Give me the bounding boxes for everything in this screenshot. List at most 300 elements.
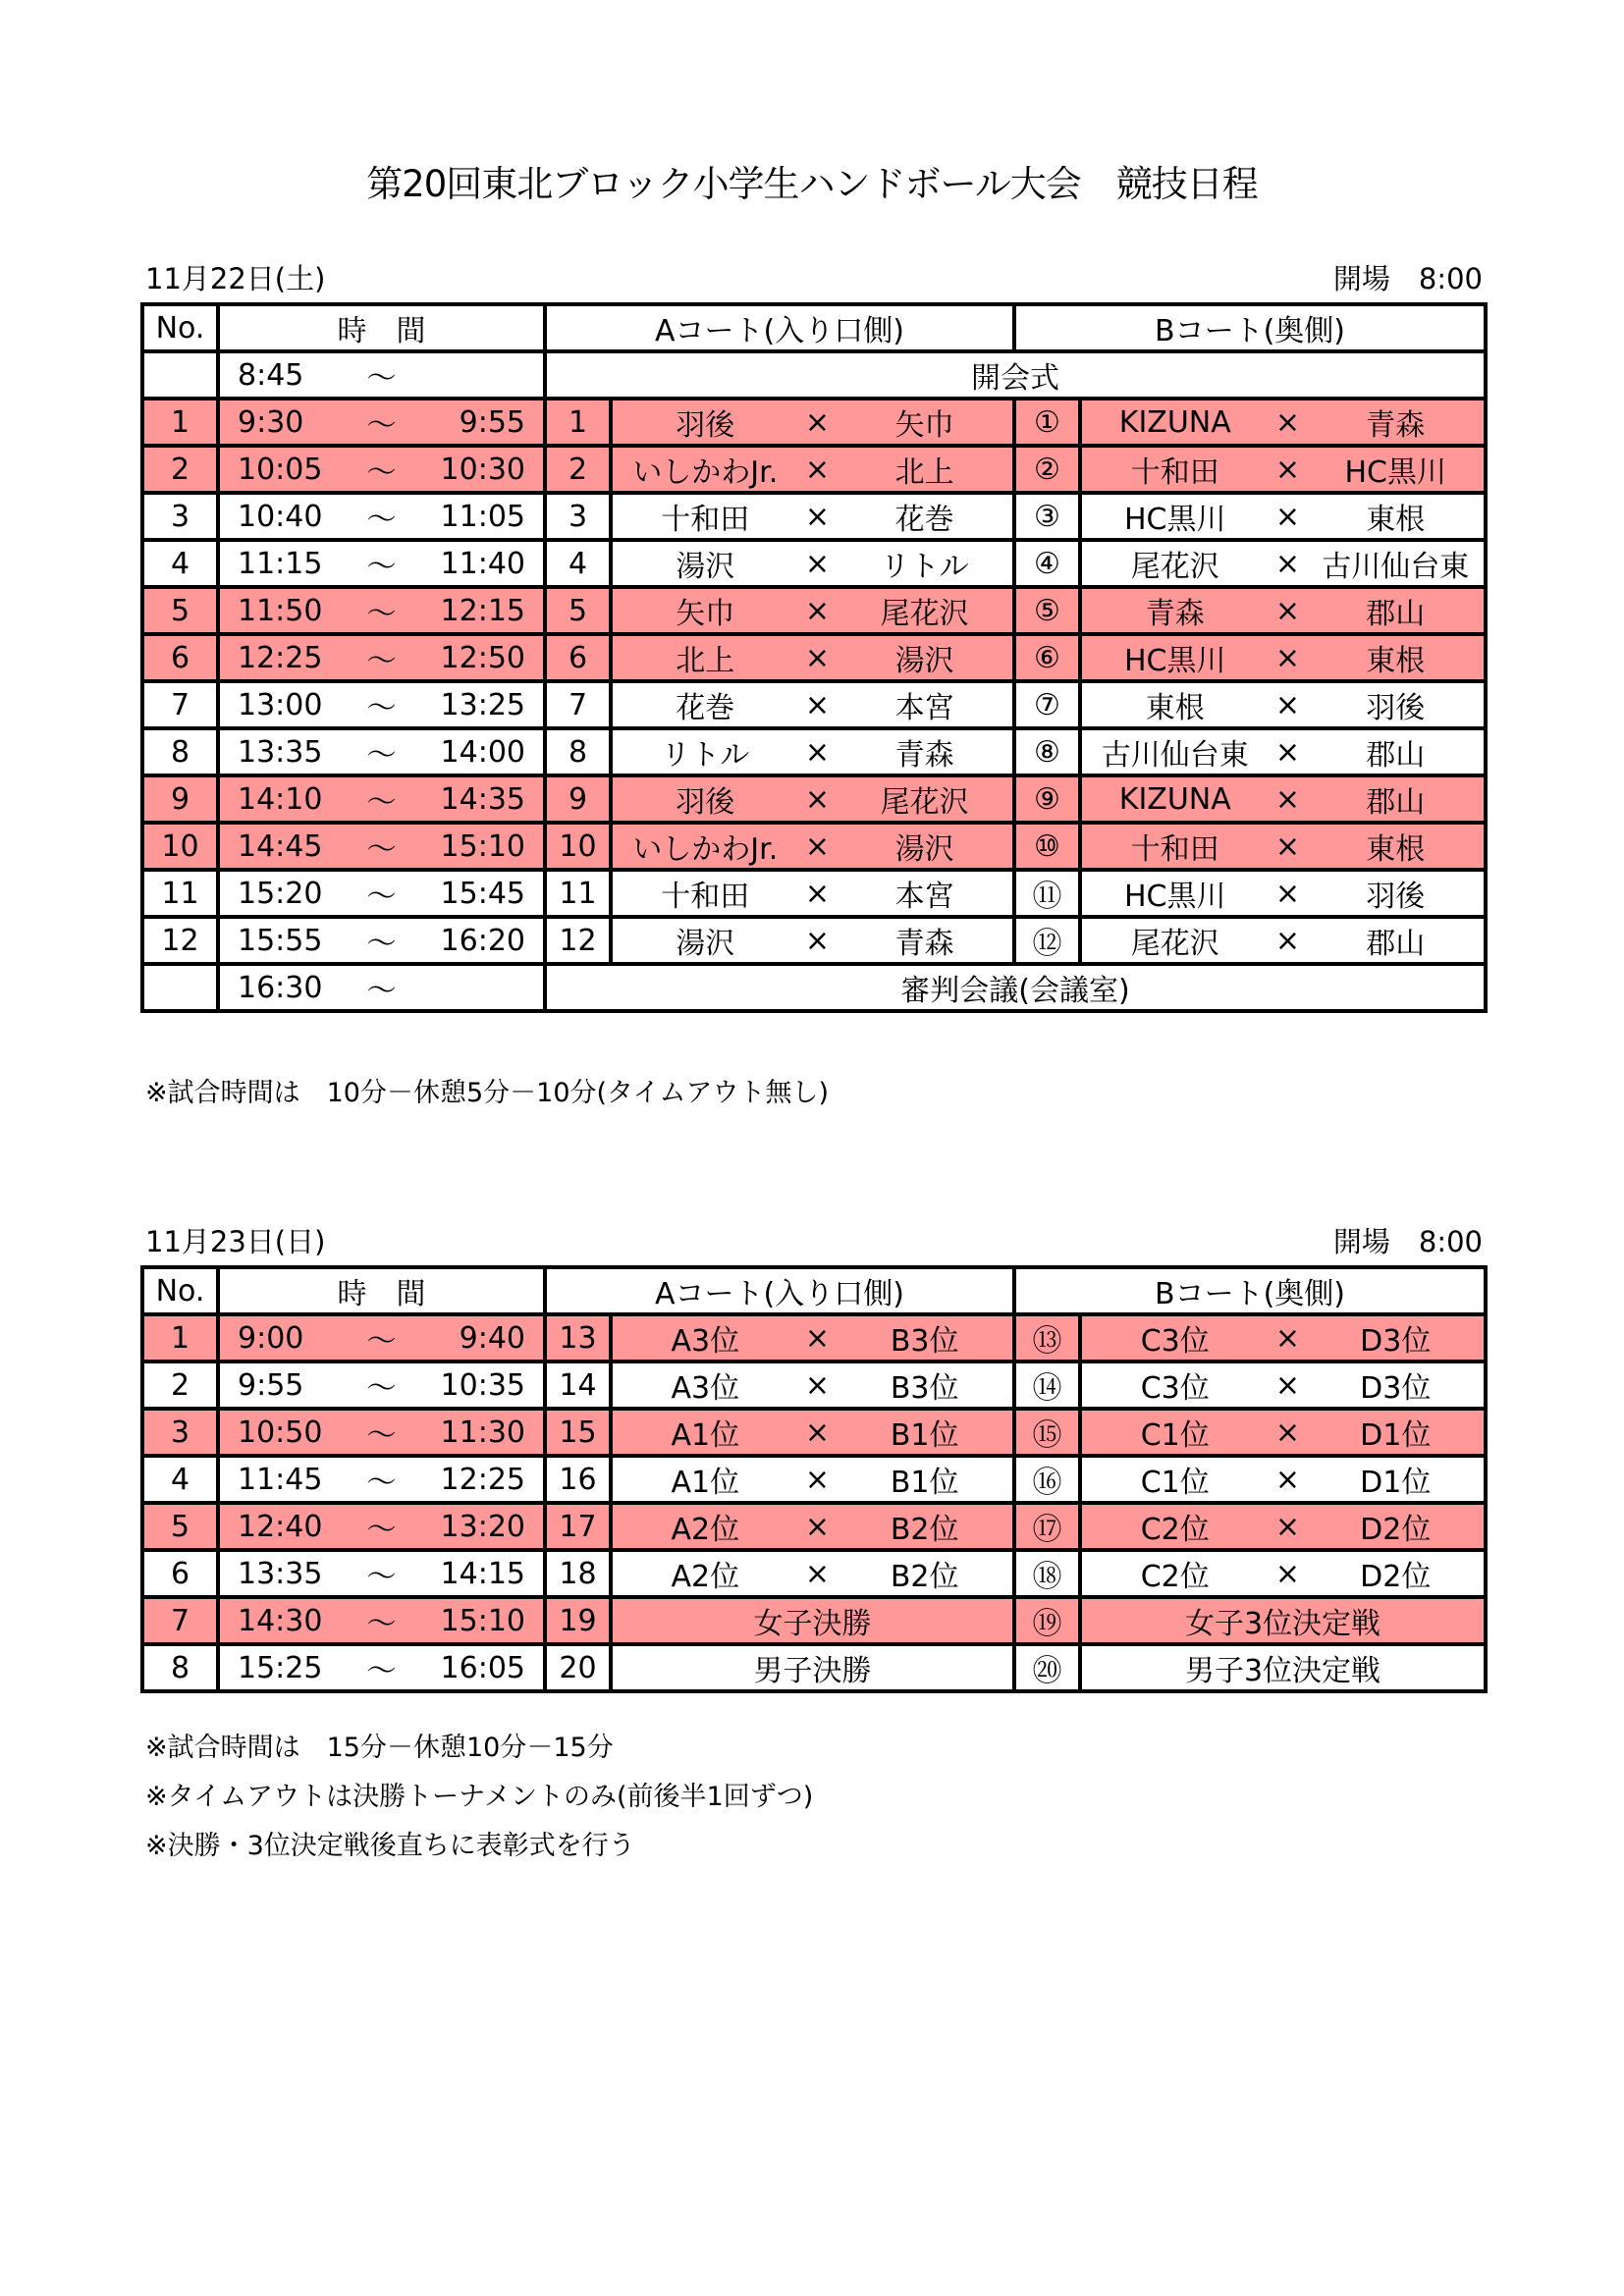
court-b-game-no: ③	[1014, 493, 1080, 540]
court-a-game-no: 7	[545, 681, 611, 728]
row-no: 7	[142, 1597, 218, 1644]
day2-opening-time: 開場 8:00	[1332, 1225, 1483, 1258]
team-home: 羽後	[676, 408, 735, 443]
team-home: 東根	[1145, 691, 1205, 725]
end-time: 13:20	[440, 1509, 525, 1544]
match-cell-b	[1080, 587, 1486, 634]
match-cell-b	[1080, 917, 1486, 964]
team-home: 十和田	[1130, 832, 1219, 867]
match-cell-a	[611, 1503, 1014, 1550]
row-no: 2	[142, 1362, 218, 1409]
start-time: 9:00	[238, 1320, 304, 1356]
team-home: A1位	[671, 1418, 740, 1453]
court-a-final-label: 男子決勝	[611, 1644, 1014, 1691]
vs-mark: ×	[1274, 404, 1301, 440]
start-time: 12:40	[238, 1509, 323, 1544]
end-time: 16:05	[440, 1650, 525, 1685]
tilde: ～	[366, 1607, 397, 1641]
tilde: ～	[366, 1371, 397, 1406]
table-row	[142, 634, 1486, 681]
vs-mark: ×	[1274, 452, 1301, 487]
court-a-game-no: 13	[545, 1314, 611, 1362]
table-row	[142, 540, 1486, 587]
match-cell-b	[1080, 681, 1486, 728]
vs-mark: ×	[804, 1556, 831, 1591]
team-home: 十和田	[661, 880, 750, 914]
start-time: 15:55	[238, 923, 323, 958]
start-time: 10:40	[238, 499, 323, 534]
court-a-game-no: 10	[545, 823, 611, 870]
table-row	[142, 1409, 1486, 1456]
team-home: 十和田	[661, 503, 750, 537]
start-time: 11:50	[238, 593, 323, 628]
note-line: ※試合時間は 15分－休憩10分－15分	[145, 1733, 614, 1763]
vs-mark: ×	[1274, 499, 1301, 534]
row-no: 4	[142, 1456, 218, 1503]
team-away: 矢巾	[894, 408, 954, 443]
team-away: 尾花沢	[880, 785, 969, 820]
court-b-game-no: ⑰	[1014, 1503, 1080, 1550]
start-time: 15:20	[238, 876, 323, 911]
table-row	[142, 446, 1486, 493]
tilde: ～	[366, 974, 397, 1008]
table-row	[142, 1362, 1486, 1409]
team-away: D2位	[1360, 1513, 1432, 1547]
court-b-game-no: ⑤	[1014, 587, 1080, 634]
vs-mark: ×	[804, 828, 831, 864]
team-away: 郡山	[1366, 738, 1426, 773]
table-row	[142, 1503, 1486, 1550]
tilde: ～	[366, 880, 397, 914]
vs-mark: ×	[1274, 1367, 1301, 1403]
vs-mark: ×	[804, 734, 831, 770]
end-time: 10:30	[440, 452, 525, 487]
header-no: No.	[142, 1267, 218, 1314]
match-cell-a	[611, 446, 1014, 493]
team-away: B2位	[890, 1513, 959, 1547]
tilde: ～	[366, 1513, 397, 1547]
vs-mark: ×	[804, 499, 831, 534]
row-no: 8	[142, 728, 218, 775]
header-court-a: Aコート(入り口側)	[545, 304, 1014, 351]
team-home: A3位	[671, 1371, 740, 1406]
start-time: 9:30	[238, 404, 304, 440]
row-no: 3	[142, 1409, 218, 1456]
start-time: 15:25	[238, 1650, 323, 1685]
time-cell	[218, 493, 545, 540]
team-away: D2位	[1360, 1560, 1432, 1594]
court-a-game-no: 9	[545, 775, 611, 823]
team-home: 矢巾	[676, 597, 735, 631]
start-time: 13:35	[238, 1556, 323, 1591]
match-cell-a	[611, 587, 1014, 634]
court-b-game-no: ⑦	[1014, 681, 1080, 728]
table-row	[142, 1597, 1486, 1644]
court-a-game-no: 17	[545, 1503, 611, 1550]
team-away: B1位	[890, 1418, 959, 1453]
team-home: 青森	[1145, 597, 1205, 631]
court-a-final-label: 女子決勝	[611, 1597, 1014, 1644]
court-a-game-no: 2	[545, 446, 611, 493]
row-no: 10	[142, 823, 218, 870]
row-no: 11	[142, 870, 218, 917]
match-cell-a	[611, 1550, 1014, 1597]
vs-mark: ×	[1274, 593, 1301, 628]
match-cell-b	[1080, 493, 1486, 540]
match-cell-a	[611, 775, 1014, 823]
table-row	[142, 775, 1486, 823]
match-cell-a	[611, 1314, 1014, 1362]
team-home: 羽後	[676, 785, 735, 820]
court-b-game-no: ⑨	[1014, 775, 1080, 823]
team-home: C1位	[1140, 1466, 1210, 1500]
match-cell-b	[1080, 634, 1486, 681]
team-home: 古川仙台東	[1101, 738, 1249, 773]
match-cell-a	[611, 917, 1014, 964]
match-cell-b	[1080, 823, 1486, 870]
end-time: 14:35	[440, 781, 525, 817]
day2-schedule-table	[140, 1265, 1488, 1693]
table-row	[142, 681, 1486, 728]
tilde: ～	[366, 738, 397, 773]
court-a-game-no: 6	[545, 634, 611, 681]
vs-mark: ×	[1274, 1509, 1301, 1544]
row-no: 8	[142, 1644, 218, 1691]
vs-mark: ×	[804, 1367, 831, 1403]
end-time: 15:10	[440, 1603, 525, 1638]
end-time: 12:50	[440, 640, 525, 675]
time-cell	[218, 1409, 545, 1456]
time-cell	[218, 870, 545, 917]
time-cell	[218, 1597, 545, 1644]
team-away: D3位	[1360, 1324, 1432, 1359]
row-no: 7	[142, 681, 218, 728]
note-line: ※決勝・3位決定戦後直ちに表彰式を行う	[145, 1831, 635, 1861]
team-away: HC黒川	[1344, 455, 1446, 490]
table-row	[142, 1644, 1486, 1691]
time-cell	[218, 775, 545, 823]
start-time: 14:10	[238, 781, 323, 817]
team-away: 北上	[894, 455, 954, 490]
team-away: 本宮	[894, 691, 954, 725]
end-time: 11:05	[440, 499, 525, 534]
start-time: 10:50	[238, 1415, 323, 1450]
court-a-game-no: 5	[545, 587, 611, 634]
row-no: 9	[142, 775, 218, 823]
tilde: ～	[366, 1466, 397, 1500]
team-away: 東根	[1366, 644, 1426, 678]
table-row	[142, 493, 1486, 540]
court-a-game-no: 18	[545, 1550, 611, 1597]
team-home: A3位	[671, 1324, 740, 1359]
match-cell-b	[1080, 1550, 1486, 1597]
team-away: 東根	[1366, 832, 1426, 867]
vs-mark: ×	[1274, 640, 1301, 675]
court-a-game-no: 1	[545, 399, 611, 446]
vs-mark: ×	[804, 452, 831, 487]
row-no: 2	[142, 446, 218, 493]
vs-mark: ×	[804, 1462, 831, 1497]
match-cell-a	[611, 399, 1014, 446]
team-home: 北上	[676, 644, 735, 678]
court-b-game-no: ⑱	[1014, 1550, 1080, 1597]
team-away: 本宮	[894, 880, 954, 914]
time-cell	[218, 587, 545, 634]
vs-mark: ×	[1274, 734, 1301, 770]
match-cell-a	[611, 540, 1014, 587]
team-away: 羽後	[1366, 691, 1426, 725]
match-cell-a	[611, 493, 1014, 540]
table-row	[142, 399, 1486, 446]
team-home: C2位	[1140, 1513, 1210, 1547]
time-cell	[218, 1550, 545, 1597]
tilde: ～	[366, 1654, 397, 1688]
time-cell	[218, 964, 545, 1011]
match-cell-a	[611, 870, 1014, 917]
team-away: 羽後	[1366, 880, 1426, 914]
end-time: 16:20	[440, 923, 525, 958]
court-b-game-no: ⑬	[1014, 1314, 1080, 1362]
vs-mark: ×	[804, 593, 831, 628]
row-no	[142, 964, 218, 1011]
tilde: ～	[366, 503, 397, 537]
table-row	[142, 917, 1486, 964]
team-away: 青森	[894, 738, 954, 773]
time-cell	[218, 917, 545, 964]
team-home: C1位	[1140, 1418, 1210, 1453]
match-cell-b	[1080, 870, 1486, 917]
table-row	[142, 587, 1486, 634]
end-time: 10:35	[440, 1367, 525, 1403]
end-time: 15:10	[440, 828, 525, 864]
end-time: 14:00	[440, 734, 525, 770]
end-time: 13:25	[440, 687, 525, 722]
time-cell	[218, 1456, 545, 1503]
team-home: A2位	[671, 1560, 740, 1594]
match-cell-b	[1080, 1314, 1486, 1362]
court-a-game-no: 8	[545, 728, 611, 775]
day1-schedule-table	[140, 302, 1488, 1013]
day1-opening-time: 開場 8:00	[1332, 262, 1483, 295]
team-home: C3位	[1140, 1371, 1210, 1406]
table-row	[142, 870, 1486, 917]
day2-date: 11月23日(日)	[145, 1225, 326, 1258]
team-away: D1位	[1360, 1418, 1432, 1453]
court-b-game-no: ⑩	[1014, 823, 1080, 870]
vs-mark: ×	[804, 1509, 831, 1544]
day1-date: 11月22日(土)	[145, 262, 326, 295]
tilde: ～	[366, 1324, 397, 1359]
team-home: 十和田	[1130, 455, 1219, 490]
header-no: No.	[142, 304, 218, 351]
time-cell	[218, 728, 545, 775]
match-cell-b	[1080, 540, 1486, 587]
row-no: 6	[142, 634, 218, 681]
end-time: 11:30	[440, 1415, 525, 1450]
vs-mark: ×	[1274, 1556, 1301, 1591]
team-home: KIZUNA	[1118, 781, 1231, 817]
vs-mark: ×	[1274, 1415, 1301, 1450]
match-cell-b	[1080, 728, 1486, 775]
court-a-game-no: 20	[545, 1644, 611, 1691]
team-away: 湯沢	[894, 832, 954, 867]
start-time: 9:55	[238, 1367, 304, 1403]
team-away: D1位	[1360, 1466, 1432, 1500]
team-away: 青森	[1366, 408, 1426, 443]
court-b-game-no: ⑧	[1014, 728, 1080, 775]
page-title: 第20回東北ブロック小学生ハンドボール大会 競技日程	[366, 163, 1258, 205]
time-cell	[218, 1362, 545, 1409]
court-b-game-no: ⑭	[1014, 1362, 1080, 1409]
team-home: 尾花沢	[1130, 550, 1219, 584]
tilde: ～	[366, 1560, 397, 1594]
team-away: B3位	[890, 1371, 959, 1406]
time-cell	[218, 399, 545, 446]
header-time: 時 間	[218, 304, 545, 351]
team-home: 花巻	[676, 691, 735, 725]
team-home: 尾花沢	[1130, 927, 1219, 961]
note-line: ※試合時間は 10分－休憩5分－10分(タイムアウト無し)	[145, 1078, 830, 1108]
start-time: 12:25	[238, 640, 323, 675]
tilde: ～	[366, 455, 397, 490]
court-a-game-no: 19	[545, 1597, 611, 1644]
vs-mark: ×	[1274, 1462, 1301, 1497]
tilde: ～	[366, 691, 397, 725]
tilde: ～	[366, 832, 397, 867]
match-cell-a	[611, 681, 1014, 728]
time-cell	[218, 1314, 545, 1362]
pre-event-row	[142, 351, 1486, 399]
court-b-game-no: ⑮	[1014, 1409, 1080, 1456]
team-home: HC黒川	[1124, 503, 1226, 537]
team-away: B3位	[890, 1324, 959, 1359]
court-b-game-no: ⑫	[1014, 917, 1080, 964]
team-home: HC黒川	[1124, 644, 1226, 678]
team-away: B1位	[890, 1466, 959, 1500]
vs-mark: ×	[804, 640, 831, 675]
end-time: 15:45	[440, 876, 525, 911]
time-cell	[218, 446, 545, 493]
row-no: 1	[142, 1314, 218, 1362]
row-no: 3	[142, 493, 218, 540]
vs-mark: ×	[1274, 876, 1301, 911]
note-line: ※タイムアウトは決勝トーナメントのみ(前後半1回ずつ)	[145, 1782, 814, 1812]
row-no: 5	[142, 587, 218, 634]
court-a-game-no: 3	[545, 493, 611, 540]
end-time: 9:55	[459, 404, 525, 440]
row-no	[142, 351, 218, 399]
header-court-a: Aコート(入り口側)	[545, 1267, 1014, 1314]
match-cell-b	[1080, 1362, 1486, 1409]
team-away: 花巻	[894, 503, 954, 537]
start-time: 13:35	[238, 734, 323, 770]
court-a-game-no: 16	[545, 1456, 611, 1503]
team-away: 湯沢	[894, 644, 954, 678]
day1-notes	[145, 1076, 829, 1125]
match-cell-a	[611, 1409, 1014, 1456]
time-cell	[218, 1503, 545, 1550]
start-time: 16:30	[238, 970, 323, 1005]
table-row	[142, 1456, 1486, 1503]
vs-mark: ×	[1274, 781, 1301, 817]
vs-mark: ×	[804, 687, 831, 722]
table-row	[142, 728, 1486, 775]
match-cell-b	[1080, 446, 1486, 493]
day2-notes	[145, 1731, 813, 1878]
match-cell-b	[1080, 1456, 1486, 1503]
end-time: 11:40	[440, 546, 525, 581]
match-cell-b	[1080, 1503, 1486, 1550]
vs-mark: ×	[1274, 923, 1301, 958]
team-away: B2位	[890, 1560, 959, 1594]
team-away: 青森	[894, 927, 954, 961]
end-time: 9:40	[459, 1320, 525, 1356]
table-row	[142, 1550, 1486, 1597]
time-cell	[218, 823, 545, 870]
team-away: リトル	[880, 550, 969, 584]
start-time: 8:45	[238, 357, 304, 393]
match-cell-b	[1080, 399, 1486, 446]
vs-mark: ×	[804, 1415, 831, 1450]
court-b-game-no: ⑳	[1014, 1644, 1080, 1691]
team-home: A2位	[671, 1513, 740, 1547]
header-row	[142, 304, 1486, 351]
tilde: ～	[366, 927, 397, 961]
team-home: C3位	[1140, 1324, 1210, 1359]
tilde: ～	[366, 785, 397, 820]
team-home: 湯沢	[676, 550, 735, 584]
tilde: ～	[366, 597, 397, 631]
team-home: いしかわJr.	[632, 832, 779, 867]
match-cell-b	[1080, 775, 1486, 823]
court-b-game-no: ①	[1014, 399, 1080, 446]
court-b-game-no: ②	[1014, 446, 1080, 493]
start-time: 14:45	[238, 828, 323, 864]
vs-mark: ×	[804, 404, 831, 440]
vs-mark: ×	[804, 546, 831, 581]
team-home: 湯沢	[676, 927, 735, 961]
row-no: 5	[142, 1503, 218, 1550]
match-cell-a	[611, 728, 1014, 775]
start-time: 14:30	[238, 1603, 323, 1638]
time-cell	[218, 540, 545, 587]
team-home: HC黒川	[1124, 880, 1226, 914]
match-cell-a	[611, 1362, 1014, 1409]
time-cell	[218, 681, 545, 728]
tilde: ～	[366, 550, 397, 584]
team-home: KIZUNA	[1118, 404, 1231, 440]
match-cell-b	[1080, 1409, 1486, 1456]
match-cell-a	[611, 634, 1014, 681]
vs-mark: ×	[804, 1320, 831, 1356]
table-row	[142, 1314, 1486, 1362]
row-no: 4	[142, 540, 218, 587]
court-b-game-no: ⑯	[1014, 1456, 1080, 1503]
tilde: ～	[366, 361, 397, 396]
time-cell	[218, 634, 545, 681]
start-time: 13:00	[238, 687, 323, 722]
vs-mark: ×	[1274, 1320, 1301, 1356]
row-no: 12	[142, 917, 218, 964]
team-home: A1位	[671, 1466, 740, 1500]
vs-mark: ×	[804, 923, 831, 958]
court-b-game-no: ⑪	[1014, 870, 1080, 917]
court-a-game-no: 15	[545, 1409, 611, 1456]
court-a-game-no: 11	[545, 870, 611, 917]
row-no: 1	[142, 399, 218, 446]
referee-meeting: 審判会議(会議室)	[545, 964, 1486, 1011]
opening-ceremony: 開会式	[545, 351, 1486, 399]
